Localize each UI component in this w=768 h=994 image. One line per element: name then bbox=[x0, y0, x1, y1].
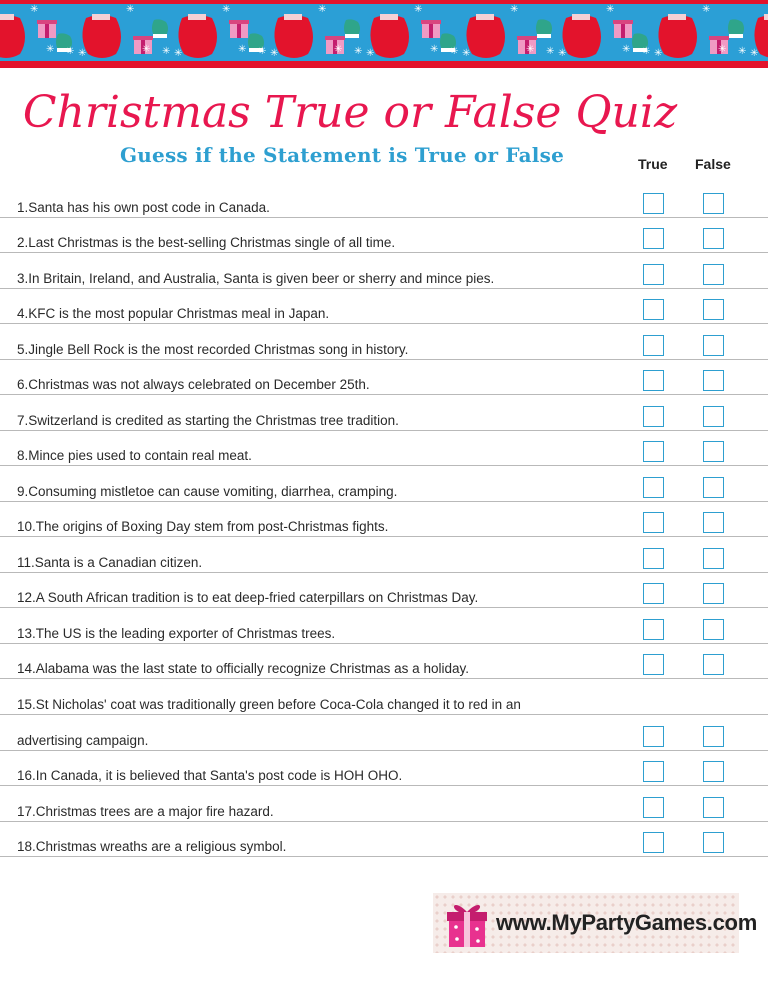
false-checkbox[interactable] bbox=[703, 619, 724, 640]
snowflake-icon: ✳ bbox=[510, 4, 519, 15]
gift-icon bbox=[613, 20, 633, 38]
false-checkbox[interactable] bbox=[703, 193, 724, 214]
false-checkbox[interactable] bbox=[703, 370, 724, 391]
answer-line bbox=[0, 465, 768, 466]
answer-line bbox=[0, 252, 768, 253]
question-text: 10.The origins of Boxing Day stem from post-Christmas fights. bbox=[17, 519, 389, 534]
footer-logo bbox=[433, 893, 757, 953]
true-checkbox[interactable] bbox=[643, 477, 664, 498]
santa-sack-icon bbox=[658, 14, 697, 58]
gift-icon bbox=[229, 20, 249, 38]
answer-line bbox=[0, 288, 768, 289]
false-checkbox[interactable] bbox=[703, 406, 724, 427]
santa-sack-icon bbox=[466, 14, 505, 58]
false-checkbox[interactable] bbox=[703, 548, 724, 569]
snowflake-icon: ✳ bbox=[430, 44, 439, 55]
santa-sack-icon bbox=[274, 14, 313, 58]
mitten-icon bbox=[152, 19, 168, 38]
true-checkbox[interactable] bbox=[643, 406, 664, 427]
true-checkbox[interactable] bbox=[643, 761, 664, 782]
answer-line bbox=[0, 572, 768, 573]
true-column-header: True bbox=[638, 156, 668, 172]
snowflake-icon: ✳ bbox=[30, 4, 39, 15]
true-checkbox[interactable] bbox=[643, 335, 664, 356]
gift-icon bbox=[421, 20, 441, 38]
false-checkbox[interactable] bbox=[703, 761, 724, 782]
page-subtitle: Guess if the Statement is True or False bbox=[120, 143, 564, 167]
false-checkbox[interactable] bbox=[703, 583, 724, 604]
question-text: 11.Santa is a Canadian citizen. bbox=[17, 555, 203, 570]
snowflake-icon: ✳ bbox=[642, 46, 651, 57]
snowflake-icon: ✳ bbox=[126, 4, 135, 15]
snowflake-icon: ✳ bbox=[558, 48, 567, 59]
true-checkbox[interactable] bbox=[643, 264, 664, 285]
snowflake-icon: ✳ bbox=[546, 46, 555, 57]
true-checkbox[interactable] bbox=[643, 512, 664, 533]
banner-bottom-stripe bbox=[0, 61, 768, 68]
question-text: 5.Jingle Bell Rock is the most recorded Christmas song in history. bbox=[17, 342, 409, 357]
answer-line bbox=[0, 856, 768, 857]
snowflake-icon: ✳ bbox=[334, 44, 343, 55]
question-text: 7.Switzerland is credited as starting the Christmas tree tradition. bbox=[17, 413, 399, 428]
page-title bbox=[0, 72, 700, 152]
false-checkbox[interactable] bbox=[703, 264, 724, 285]
true-checkbox[interactable] bbox=[643, 548, 664, 569]
snowflake-icon: ✳ bbox=[142, 44, 151, 55]
true-checkbox[interactable] bbox=[643, 193, 664, 214]
santa-sack-icon bbox=[178, 14, 217, 58]
snowflake-icon: ✳ bbox=[318, 4, 327, 15]
question-text: 3.In Britain, Ireland, and Australia, Santa is given beer or sherry and mince pies. bbox=[17, 271, 495, 286]
question-text: 6.Christmas was not always celebrated on December 25th. bbox=[17, 377, 370, 392]
mitten-icon bbox=[536, 19, 552, 38]
answer-line bbox=[0, 430, 768, 431]
true-checkbox[interactable] bbox=[643, 797, 664, 818]
gift-icon bbox=[37, 20, 57, 38]
snowflake-icon: ✳ bbox=[238, 44, 247, 55]
question-text: 4.KFC is the most popular Christmas meal in Japan. bbox=[17, 306, 330, 321]
snowflake-icon: ✳ bbox=[258, 46, 267, 57]
question-text: 15.St Nicholas' coat was traditionally green before Coca-Cola changed it to red in an bbox=[17, 697, 521, 712]
answer-line bbox=[0, 359, 768, 360]
question-text: 9.Consuming mistletoe can cause vomiting, diarrhea, cramping. bbox=[17, 484, 398, 499]
answer-line bbox=[0, 785, 768, 786]
question-text: 17.Christmas trees are a major fire hazard. bbox=[17, 804, 274, 819]
true-checkbox[interactable] bbox=[643, 654, 664, 675]
question-text: 1.Santa has his own post code in Canada. bbox=[17, 200, 270, 215]
answer-line bbox=[0, 536, 768, 537]
true-checkbox[interactable] bbox=[643, 228, 664, 249]
snowflake-icon: ✳ bbox=[750, 48, 759, 59]
snowflake-icon: ✳ bbox=[174, 48, 183, 59]
true-checkbox[interactable] bbox=[643, 832, 664, 853]
banner-pattern bbox=[0, 4, 768, 62]
answer-line bbox=[0, 714, 768, 715]
false-checkbox[interactable] bbox=[703, 228, 724, 249]
false-checkbox[interactable] bbox=[703, 441, 724, 462]
true-checkbox[interactable] bbox=[643, 441, 664, 462]
snowflake-icon: ✳ bbox=[702, 4, 711, 15]
santa-sack-icon bbox=[0, 14, 25, 58]
false-checkbox[interactable] bbox=[703, 797, 724, 818]
question-text: 12.A South African tradition is to eat deep-fried caterpillars on Christmas Day. bbox=[17, 590, 479, 605]
answer-line bbox=[0, 678, 768, 679]
snowflake-icon: ✳ bbox=[354, 46, 363, 57]
snowflake-icon: ✳ bbox=[718, 44, 727, 55]
false-checkbox[interactable] bbox=[703, 477, 724, 498]
false-checkbox[interactable] bbox=[703, 512, 724, 533]
decorative-banner bbox=[0, 0, 768, 68]
true-checkbox[interactable] bbox=[643, 370, 664, 391]
false-checkbox[interactable] bbox=[703, 335, 724, 356]
false-checkbox[interactable] bbox=[703, 832, 724, 853]
question-text: 14.Alabama was the last state to officially recognize Christmas as a holiday. bbox=[17, 661, 469, 676]
snowflake-icon: ✳ bbox=[414, 4, 423, 15]
snowflake-icon: ✳ bbox=[526, 44, 535, 55]
santa-sack-icon bbox=[82, 14, 121, 58]
mitten-icon bbox=[344, 19, 360, 38]
answer-line bbox=[0, 643, 768, 644]
santa-sack-icon bbox=[370, 14, 409, 58]
question-text: 18.Christmas wreaths are a religious symbol. bbox=[17, 839, 287, 854]
false-checkbox[interactable] bbox=[703, 726, 724, 747]
snowflake-icon: ✳ bbox=[622, 44, 631, 55]
true-checkbox[interactable] bbox=[643, 726, 664, 747]
svg-text:Christmas True or False Quiz: Christmas True or False Quiz bbox=[22, 87, 678, 138]
snowflake-icon: ✳ bbox=[46, 44, 55, 55]
question-text: 8.Mince pies used to contain real meat. bbox=[17, 448, 252, 463]
santa-sack-icon bbox=[562, 14, 601, 58]
footer-website[interactable]: www.MyPartyGames.com bbox=[496, 910, 757, 935]
answer-line bbox=[0, 501, 768, 502]
snowflake-icon: ✳ bbox=[654, 48, 663, 59]
snowflake-icon: ✳ bbox=[78, 48, 87, 59]
mitten-icon bbox=[728, 19, 744, 38]
question-text: 13.The US is the leading exporter of Christmas trees. bbox=[17, 626, 336, 641]
answer-line bbox=[0, 750, 768, 751]
answer-line bbox=[0, 394, 768, 395]
snowflake-icon: ✳ bbox=[606, 4, 615, 15]
true-checkbox[interactable] bbox=[643, 299, 664, 320]
snowflake-icon: ✳ bbox=[738, 46, 747, 57]
snowflake-icon: ✳ bbox=[450, 46, 459, 57]
true-checkbox[interactable] bbox=[643, 583, 664, 604]
question-text: 2.Last Christmas is the best-selling Christmas single of all time. bbox=[17, 235, 396, 250]
answer-line bbox=[0, 607, 768, 608]
answer-line bbox=[0, 323, 768, 324]
snowflake-icon: ✳ bbox=[222, 4, 231, 15]
false-checkbox[interactable] bbox=[703, 654, 724, 675]
snowflake-icon: ✳ bbox=[162, 46, 171, 57]
answer-line bbox=[0, 217, 768, 218]
question-text-continued: advertising campaign. bbox=[17, 733, 149, 748]
answer-line bbox=[0, 821, 768, 822]
true-checkbox[interactable] bbox=[643, 619, 664, 640]
snowflake-icon: ✳ bbox=[462, 48, 471, 59]
gift-icon bbox=[445, 899, 489, 949]
question-text: 16.In Canada, it is believed that Santa's post code is HOH OHO. bbox=[17, 768, 403, 783]
false-checkbox[interactable] bbox=[703, 299, 724, 320]
snowflake-icon: ✳ bbox=[366, 48, 375, 59]
snowflake-icon: ✳ bbox=[270, 48, 279, 59]
false-column-header: False bbox=[695, 156, 731, 172]
snowflake-icon: ✳ bbox=[66, 46, 75, 57]
